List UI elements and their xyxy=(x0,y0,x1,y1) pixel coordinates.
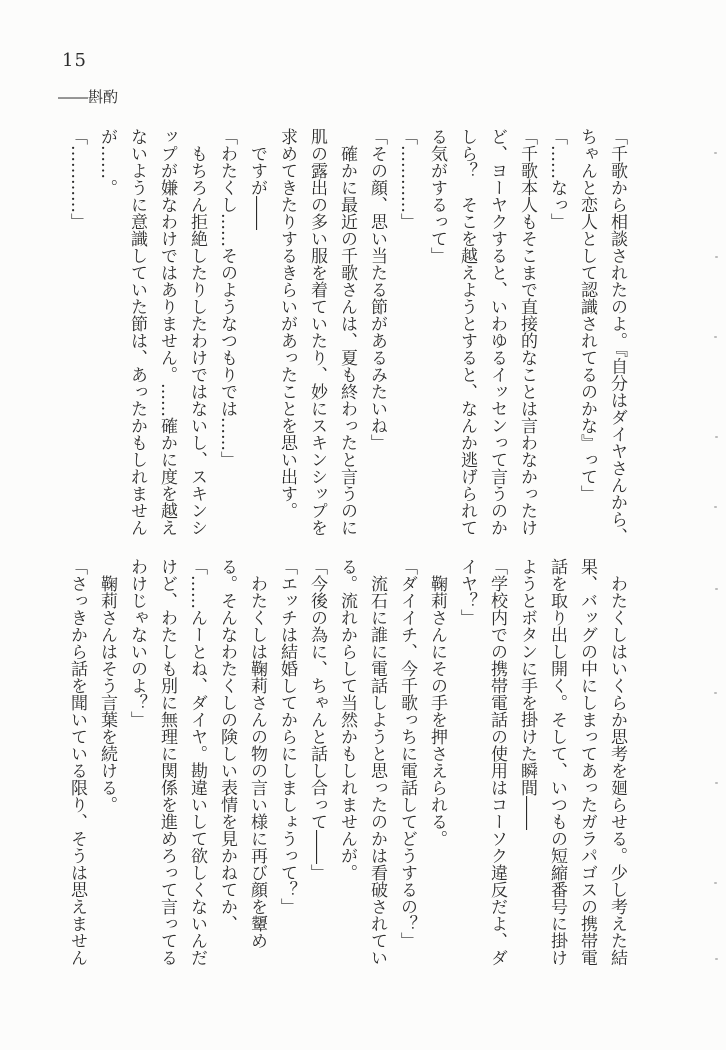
text-line: もちろん拒絶したりしたわけではないし、スキンシ xyxy=(187,145,207,536)
text-line: ちゃんと恋人として認識されてるのかな』って」 xyxy=(577,128,597,502)
text-line: 肌の露出の多い服を着ていたり、妙にスキンシップを xyxy=(307,128,327,536)
text-line: 「千歌本人もそこまで直接的なことは言わなかったけ xyxy=(517,128,537,536)
scan-artifact xyxy=(714,692,717,694)
scan-artifact xyxy=(715,958,718,960)
text-line: 「……んーとね、ダイヤ。勘違いして欲しくないんだ xyxy=(187,558,207,966)
chapter-header: ――斟酌 xyxy=(58,88,119,106)
text-line: 「学校内での携帯電話の使用はコーソク違反だよ、ダ xyxy=(487,558,507,966)
text-line: 「その顔、思い当たる節があるみたいね」 xyxy=(367,128,387,451)
text-line: イヤ？」 xyxy=(457,558,477,626)
scan-artifact xyxy=(715,436,718,438)
text-line: 話を取り出し開く。そして、いつもの短縮番号に掛け xyxy=(547,558,567,966)
text-line: が……。 xyxy=(97,128,117,196)
scan-artifact xyxy=(715,256,718,258)
text-line: 「今後の為に、ちゃんと話し合って――」 xyxy=(307,558,327,881)
scan-artifact xyxy=(714,336,717,338)
text-line: 「さっきから話を聞いている限り、そうは思えません xyxy=(67,558,87,966)
text-line: 鞠莉さんにその手を押さえられる。 xyxy=(427,575,447,847)
text-line: 流石に誰に電話しようと思ったのかは看破されてい xyxy=(367,575,387,966)
text-line: る。流れからして当然かもしれませんが。 xyxy=(337,558,357,881)
text-line: る気がするって」 xyxy=(427,128,447,264)
text-line: ど、ヨーヤクすると、いわゆるイッセンって言うのか xyxy=(487,128,507,536)
scan-artifact xyxy=(714,506,717,508)
text-line: わたくしは鞠莉さんの物の言い様に再び顔を顰め xyxy=(247,575,267,949)
text-line: 求めてきたりするきらいがあったことを思い出す。 xyxy=(277,128,297,519)
scan-artifact xyxy=(715,588,718,590)
text-line: 「エッチは結婚してからにしましょうって？」 xyxy=(277,558,297,915)
text-line: 鞠莉さんはそう言葉を続ける。 xyxy=(97,575,117,813)
text-line: 「……なっ」 xyxy=(547,128,567,230)
text-line: 「…………」 xyxy=(67,128,87,230)
text-line: けど、わたしも別に無理に関係を進めろって言ってる xyxy=(157,558,177,966)
text-line: る。そんなわたくしの険しい表情を見かねてか、 xyxy=(217,558,237,932)
text-block-top xyxy=(60,128,632,560)
text-line: ップが嫌なわけではありません。……確かに度を越え xyxy=(157,128,177,536)
text-line: ないように意識していた節は、あったかもしれません xyxy=(127,128,147,536)
text-line: わけじゃないのよ？」 xyxy=(127,558,147,728)
text-line: 「わたくし……そのようなつもりでは……」 xyxy=(217,128,237,468)
text-line: 「…………」 xyxy=(397,128,417,230)
text-line: 確かに最近の千歌さんは、夏も終わったと言うのに xyxy=(337,145,357,536)
text-line: ようとボタンに手を掛けた瞬間―― xyxy=(517,558,537,830)
text-line: しら？ そこを越えようとすると、なんか逃げられて xyxy=(457,128,477,536)
text-block-bottom xyxy=(60,558,632,1003)
text-line: 「千歌から相談されたのよ。『自分はダイヤさんから、 xyxy=(607,128,627,545)
text-line: 果、バッグの中にしまってあったガラパゴスの携帯電 xyxy=(577,558,597,966)
text-line: 「ダイイチ、今千歌っちに電話してどうするの？」 xyxy=(397,558,417,949)
text-line: わたくしはいくらか思考を廻らせる。少し考えた結 xyxy=(607,575,627,966)
page-number: 15 xyxy=(62,50,87,71)
text-line: ですが―― xyxy=(247,145,267,230)
scan-artifact xyxy=(715,782,718,784)
scan-artifact xyxy=(714,882,717,884)
scan-artifact xyxy=(714,152,717,154)
